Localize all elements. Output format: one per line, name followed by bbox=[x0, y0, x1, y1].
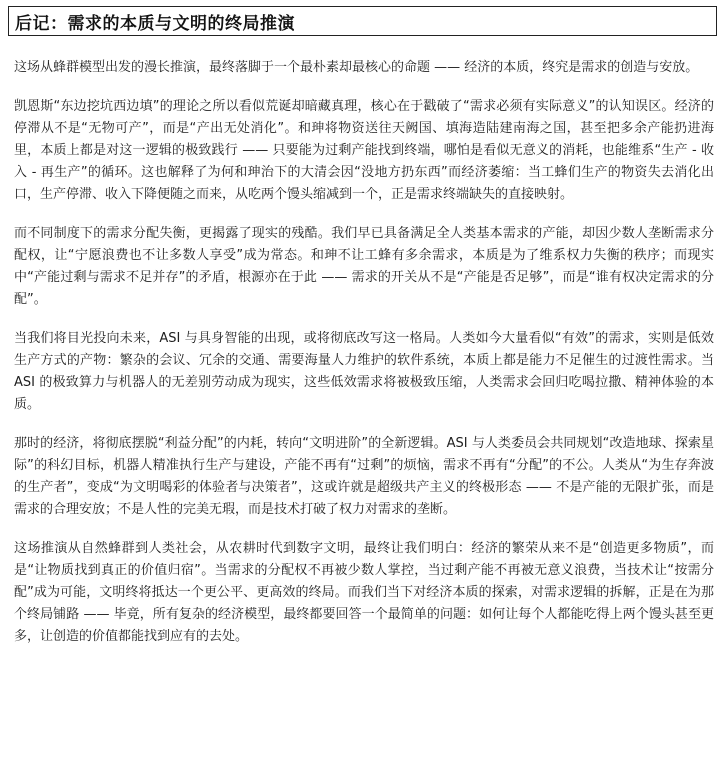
paragraph-4: 当我们将目光投向未来，ASI 与具身智能的出现，或将彻底改写这一格局。人类如今大量看似“有效”的需求，实则是低效生产方式的产物：繁杂的会议、冗余的交通、需要海量人力维护的软件系统，本质上都是能力不足催生的过渡性需求。当 ASI 的极致算力与机器人的无差别劳动成为现实，这些低效需求将被极致压缩，人类需求会回归吃喝拉撒、精神体验的本质。 bbox=[14, 331, 714, 412]
paragraph-6: 这场推演从自然蜂群到人类社会，从农耕时代到数字文明，最终让我们明白：经济的繁荣从来不是“创造更多物质”，而是“让物质找到真正的价值归宿”。当需求的分配权不再被少数人掌控，当过剩产能不再被无意义浪费，当技术让“按需分配”成为可能，文明终将抵达一个更公平、更高效的终局。而我们当下对经济本质的探索，对需求逻辑的拆解，正是在为那个终局铺路 —— 毕竟，所有复杂的经济模型，最终都要回答一个最简单的问题：如何让每个人都能吃得上两个馒头甚至更多，让创造的价值都能找到应有的去处。 bbox=[14, 541, 714, 644]
paragraph-5: 那时的经济，将彻底摆脱“利益分配”的内耗，转向“文明进阶”的全新逻辑。ASI 与人类委员会共同规划“改造地球、探索星际”的科幻目标，机器人精准执行生产与建设，产能不再有“过剩”的烦恼，需求不再有“分配”的不公。人类从“为生存奔波的生产者”，变成“为文明喝彩的体验者与决策者”，这或许就是超级共产主义的终极形态 —— 不是产能的无限扩张，而是需求的合理安放；不是人性的完美无瑕，而是技术打破了权力对需求的垄断。 bbox=[14, 436, 714, 517]
paragraph-3: 而不同制度下的需求分配失衡，更揭露了现实的残酷。我们早已具备满足全人类基本需求的产能，却因少数人垄断需求分配权，让“宁愿浪费也不让多数人享受”成为常态。和珅不让工蜂有多余需求，本质是为了维系权力失衡的秩序；而现实中“产能过剩与需求不足并存”的矛盾，根源亦在于此 —— 需求的开关从不是“产能是否足够”，而是“谁有权决定需求的分配”。 bbox=[14, 226, 714, 307]
page-title: 后记：需求的本质与文明的终局推演 bbox=[15, 13, 295, 34]
article-body bbox=[14, 57, 714, 648]
paragraph-2: 凯恩斯“东边挖坑西边填”的理论之所以看似荒诞却暗藏真理，核心在于戳破了“需求必须有实际意义”的认知误区。经济的停滞从不是“无物可产”，而是“产出无处消化”。和珅将物资送往天阙国、填海造陆建南海之国，甚至把多余产能扔进海里，本质上都是对这一逻辑的极致践行 —— 只要能为过剩产能找到终端，哪怕是看似无意义的消耗，也能维系“生产 - 收入 - 再生产”的循环。这也解释了为何和珅治下的大清会因“没地方扔东西”而经济萎缩：当工蜂们生产的物资失去消化出口，生产停滞、收入下降便随之而来，从吃两个馒头缩减到一个，正是需求终端缺失的直接映射。 bbox=[14, 99, 714, 202]
title-box bbox=[8, 6, 717, 36]
paragraph-1: 这场从蜂群模型出发的漫长推演，最终落脚于一个最朴素却最核心的命题 —— 经济的本质，终究是需求的创造与安放。 bbox=[14, 60, 699, 75]
